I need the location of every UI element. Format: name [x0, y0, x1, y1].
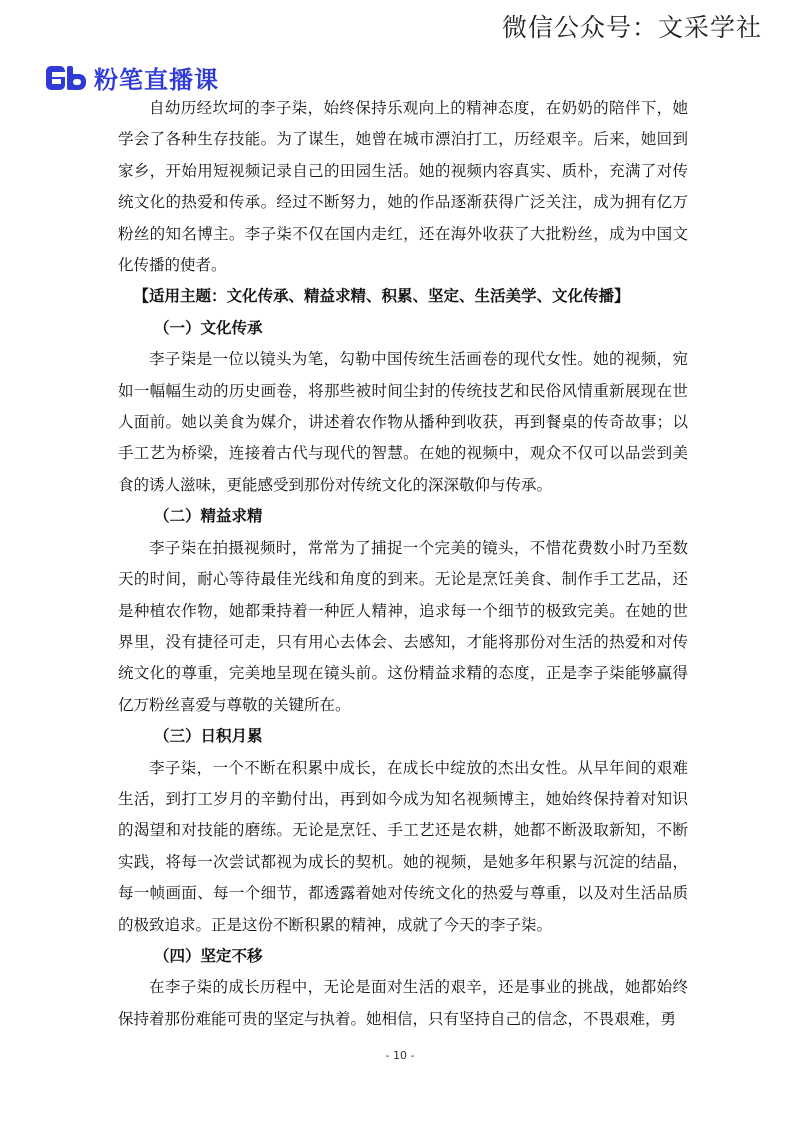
topic-line: 【适用主题：文化传承、精益求精、积累、坚定、生活美学、文化传播】: [133, 287, 630, 306]
section-heading-4: （四）坚定不移: [154, 946, 263, 965]
section-heading-3: （三）日积月累: [154, 727, 263, 746]
brand-name: 粉笔直播课: [94, 66, 219, 94]
section-paragraph-2: 李子柒在拍摄视频时，常常为了捕捉一个完美的镜头，不惜花费数小时乃至数天的时间，耐心等待最佳光线和角度的到来。无论是烹饪美食、制作手工艺品，还是种植农作物，她都秉持着一种匠人精神，追求每一个细节的极致完美。在她的世界里，没有捷径可走，只有用心去体会、去感知，才能将那份对生活的热爱和对传统文化的尊重，完美地呈现在镜头前。这份精益求精的态度，正是李子柒能够赢得亿万粉丝喜爱与尊敬的关键所在。: [118, 538, 688, 714]
section-paragraph-1: 李子柒是一位以镜头为笔，勾勒中国传统生活画卷的现代女性。她的视频，宛如一幅幅生动的历史画卷，将那些被时间尘封的传统技艺和民俗风情重新展现在世人面前。她以美食为媒介，讲述着农作物从播种到收获，再到餐桌的传奇故事；以手工艺为桥梁，连接着古代与现代的智慧。在她的视频中，观众不仅可以品尝到美食的诱人滋味，更能感受到那份对传统文化的深深敬仰与传承。: [118, 350, 688, 494]
article-body: [118, 93, 688, 1035]
watermark: 微信公众号：文采学社: [501, 13, 762, 42]
intro-paragraph: 自幼历经坎坷的李子柒，始终保持乐观向上的精神态度，在奶奶的陪伴下，她学会了各种生存技能。为了谋生，她曾在城市漂泊打工，历经艰辛。后来，她回到家乡，开始用短视频记录自己的田园生活。她的视频内容真实、质朴，充满了对传统文化的热爱和传承。经过不断努力，她的作品逐渐获得广泛关注，成为拥有亿万粉丝的知名博主。李子柒不仅在国内走红，还在海外收获了大批粉丝，成为中国文化传播的使者。: [118, 99, 688, 275]
section-paragraph-4: 在李子柒的成长历程中，无论是面对生活的艰辛，还是事业的挑战，她都始终保持着那份难能可贵的坚定与执着。她相信，只有坚持自己的信念，不畏艰难，勇: [118, 978, 688, 1028]
page-number: - 10 -: [385, 1049, 415, 1062]
brand: [46, 60, 219, 95]
section-heading-2: （二）精益求精: [154, 507, 263, 526]
section-paragraph-3: 李子柒，一个不断在积累中成长，在成长中绽放的杰出女性。从早年间的艰难生活，到打工岁月的辛勤付出，再到如今成为知名视频博主，她始终保持着对知识的渴望和对技能的磨练。无论是烹饪、手工艺还是农耕，她都不断汲取新知，不断实践，将每一次尝试都视为成长的契机。她的视频，是她多年积累与沉淀的结晶，每一帧画面、每一个细节，都透露着她对传统文化的热爱与尊重，以及对生活品质的极致追求。正是这份不断积累的精神，成就了今天的李子柒。: [118, 758, 688, 934]
fb-logo-icon: [46, 63, 88, 93]
section-heading-1: （一）文化传承: [154, 318, 263, 337]
